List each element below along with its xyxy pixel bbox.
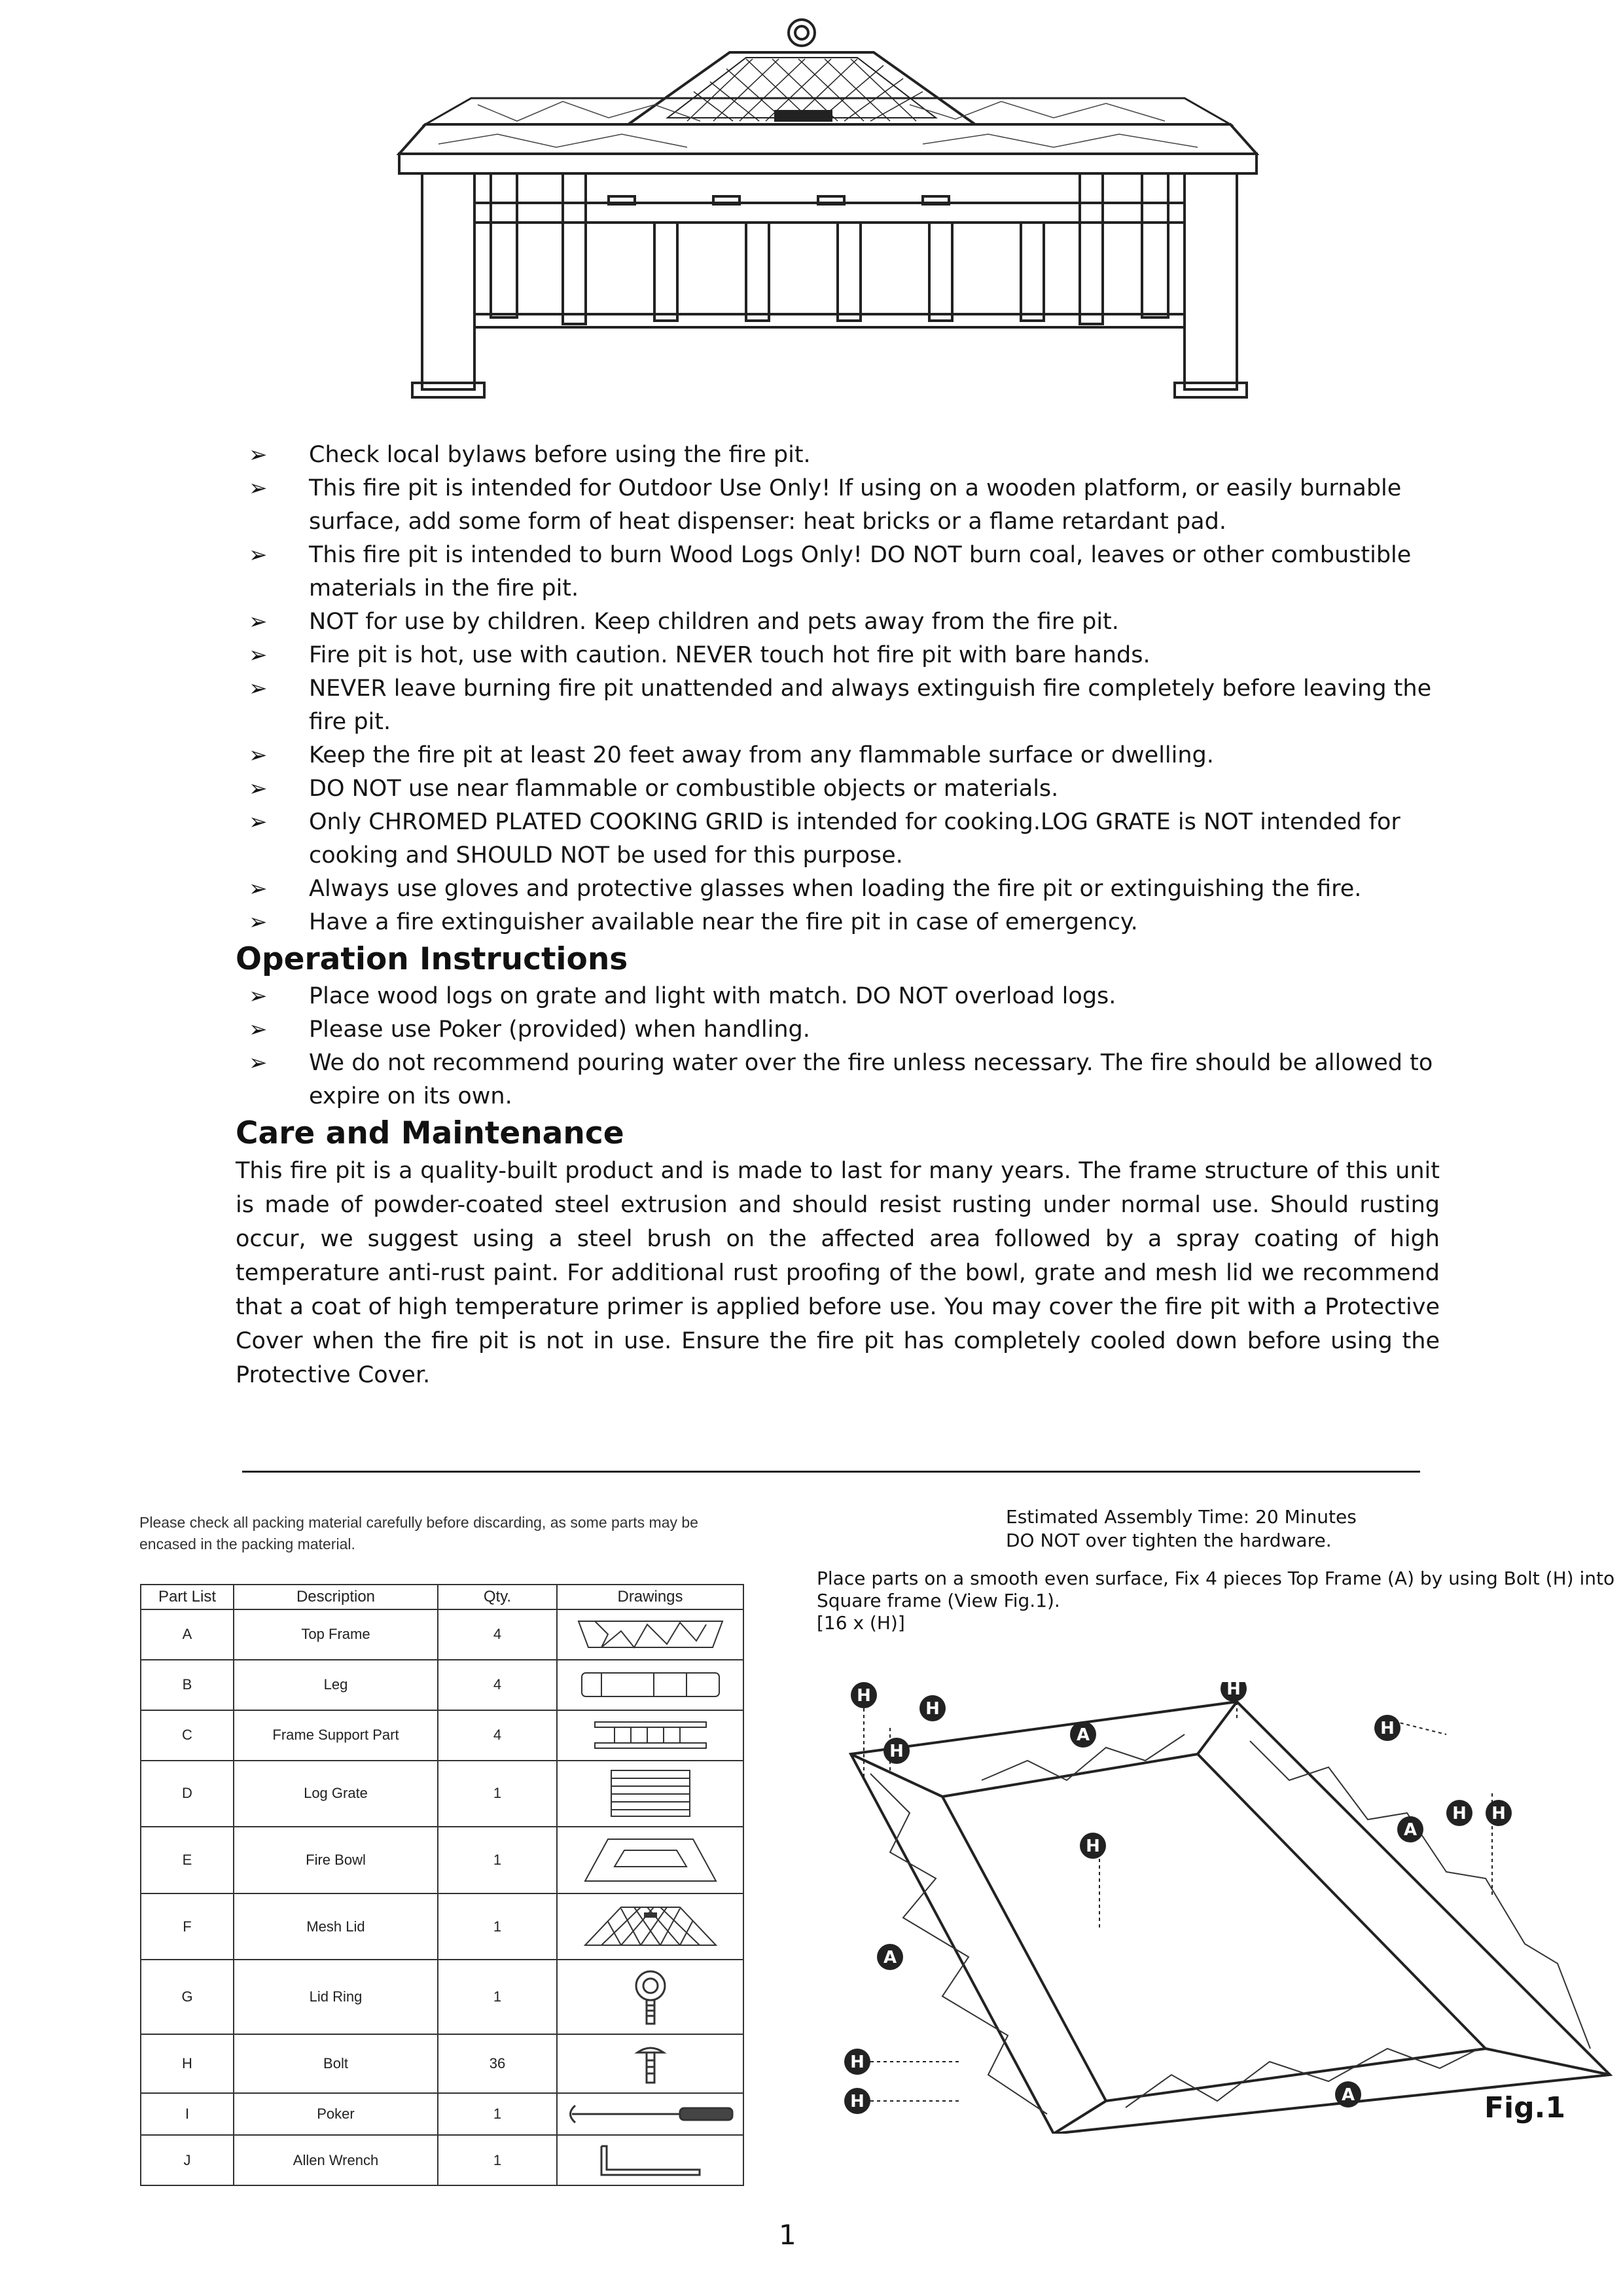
- arrow-bullet-icon: ➢: [249, 776, 268, 802]
- page-number: 1: [779, 2219, 796, 2251]
- col-header-description: Description: [234, 1585, 438, 1609]
- cell-part: B: [141, 1660, 234, 1710]
- cell-qty: 4: [438, 1609, 557, 1660]
- col-header-drawings: Drawings: [557, 1585, 743, 1609]
- safety-bullet: ➢ Only CHROMED PLATED COOKING GRID is intended for cooking.LOG GRATE is NOT intended for cooking and SHOULD NOT be used for this purpose.: [236, 806, 1440, 872]
- cell-qty: 36: [438, 2034, 557, 2092]
- part-label: A: [1403, 1820, 1418, 1840]
- care-heading: Care and Maintenance: [236, 1115, 624, 1151]
- cell-desc: Log Grate: [234, 1761, 438, 1827]
- safety-bullet: ➢ Always use gloves and protective glasses when loading the fire pit or extinguishing the fire.: [236, 872, 1440, 906]
- table-row: [141, 1761, 743, 1827]
- section-divider: [242, 1471, 1420, 1473]
- table-row: [141, 2093, 743, 2135]
- top-frame-drawing: [575, 1615, 726, 1654]
- arrow-bullet-icon: ➢: [249, 542, 268, 568]
- care-paragraph: This fire pit is a quality-built product and is made to last for many years. The frame structure of this unit is made of powder-coated steel extrusion and should resist rusting under normal use. Should rusting occur, we suggest using a steel brush on the affected area followed by a spray coating of high temperature anti-rust paint. For additional rust proofing of the bowl, grate and mesh lid we recommend that a coat of high temperature primer is applied before use. You may cover the fire pit with a Protective Cover when the fire pit is not in use. Ensure the fire pit has completely cooled down before using the Protective Cover.: [236, 1158, 1440, 1388]
- safety-bullet: ➢ NEVER leave burning fire pit unattended and always extinguish fire completely before leaving the fire pit.: [236, 672, 1440, 739]
- arrow-bullet-icon: ➢: [249, 475, 268, 501]
- table-row: [141, 1893, 743, 1960]
- cell-qty: 1: [438, 1761, 557, 1827]
- arrow-bullet-icon: ➢: [249, 809, 268, 835]
- cell-qty: 1: [438, 1960, 557, 2034]
- bolt-markers: [844, 1682, 1512, 2114]
- log-grate-drawing: [605, 1767, 696, 1820]
- cell-desc: Allen Wrench: [234, 2135, 438, 2185]
- bolt-label: H: [1086, 1837, 1100, 1856]
- assembly-time-text: Estimated Assembly Time: 20 Minutes: [1006, 1506, 1357, 1528]
- bolt-label: H: [1491, 1804, 1506, 1823]
- cell-desc: Bolt: [234, 2034, 438, 2092]
- arrow-bullet-icon: ➢: [249, 1050, 268, 1076]
- safety-bullet: ➢ NOT for use by children. Keep children and pets away from the fire pit.: [236, 605, 1440, 639]
- cell-part: C: [141, 1710, 234, 1761]
- assembly-warning: DO NOT over tighten the hardware.: [1006, 1530, 1332, 1551]
- bolt-label: H: [889, 1742, 904, 1761]
- arrow-bullet-icon: ➢: [249, 876, 268, 902]
- safety-bullet: ➢ Have a fire extinguisher available near the fire pit in case of emergency.: [236, 906, 1440, 939]
- packing-note: Please check all packing material carefully before discarding, as some parts may be encased in the packing material.: [139, 1514, 698, 1552]
- assembly-instruction-text: Place parts on a smooth even surface, Fix 4 pieces Top Frame (A) by using Bolt (H) into Square frame (View Fig.1).: [817, 1568, 1615, 1611]
- cell-desc: Lid Ring: [234, 1960, 438, 2034]
- part-a-markers: [877, 1721, 1423, 2108]
- table-row: [141, 2135, 743, 2185]
- bolt-label: H: [925, 1699, 940, 1719]
- operation-heading: Operation Instructions: [236, 941, 628, 977]
- part-label: A: [1076, 1725, 1090, 1745]
- bolt-label: H: [850, 2092, 865, 2111]
- operation-bullet: ➢ We do not recommend pouring water over the fire unless necessary. The fire should be allowed to expire on its own.: [236, 1047, 1440, 1113]
- table-row: [141, 1609, 743, 1660]
- cell-part: E: [141, 1827, 234, 1893]
- arrow-bullet-icon: ➢: [249, 609, 268, 635]
- cell-part: I: [141, 2093, 234, 2135]
- arrow-bullet-icon: ➢: [249, 675, 268, 702]
- bolt-label: H: [1380, 1719, 1395, 1738]
- assembly-time: [1006, 1505, 1464, 1552]
- arrow-bullet-icon: ➢: [249, 1016, 268, 1043]
- lid-ring-drawing: [624, 1967, 677, 2026]
- fire-bowl-drawing: [582, 1834, 719, 1886]
- cell-part: G: [141, 1960, 234, 2034]
- cell-qty: 4: [438, 1710, 557, 1761]
- cell-part: A: [141, 1609, 234, 1660]
- arrow-bullet-icon: ➢: [249, 909, 268, 935]
- bolt-drawing: [631, 2041, 670, 2087]
- parts-table: [140, 1584, 744, 2186]
- safety-bullet: ➢ This fire pit is intended to burn Wood Logs Only! DO NOT burn coal, leaves or other combustible materials in the fire pit.: [236, 539, 1440, 605]
- cell-qty: 1: [438, 2135, 557, 2185]
- cell-desc: Fire Bowl: [234, 1827, 438, 1893]
- cell-qty: 1: [438, 2093, 557, 2135]
- safety-bullet: ➢ Fire pit is hot, use with caution. NEVER touch hot fire pit with bare hands.: [236, 639, 1440, 672]
- figure-label: Fig.1: [1484, 2091, 1565, 2125]
- bolt-label: H: [850, 2053, 865, 2072]
- table-row: [141, 2034, 743, 2092]
- cell-part: D: [141, 1761, 234, 1827]
- cell-part: F: [141, 1893, 234, 1960]
- arrow-bullet-icon: ➢: [249, 442, 268, 468]
- leg-drawing: [575, 1665, 726, 1704]
- cell-qty: 4: [438, 1660, 557, 1710]
- safety-bullet: ➢ DO NOT use near flammable or combustible objects or materials.: [236, 772, 1440, 806]
- cell-qty: 1: [438, 1893, 557, 1960]
- assembly-instruction: [817, 1568, 1622, 1634]
- table-row: [141, 1660, 743, 1710]
- fire-pit-illustration: [347, 7, 1289, 406]
- arrow-bullet-icon: ➢: [249, 742, 268, 768]
- bolt-label: H: [1226, 1682, 1241, 1699]
- arrow-bullet-icon: ➢: [249, 642, 268, 668]
- assembly-figure: [831, 1682, 1616, 2134]
- safety-bullet: ➢ Check local bylaws before using the fire pit.: [236, 439, 1440, 472]
- part-label: A: [883, 1948, 897, 1967]
- table-header-row: [141, 1585, 743, 1609]
- operation-bullet: ➢ Please use Poker (provided) when handling.: [236, 1013, 1440, 1047]
- bolt-count: [16 x (H)]: [817, 1612, 905, 1634]
- mesh-lid-drawing: [582, 1901, 719, 1953]
- bolt-label: H: [857, 1686, 871, 1706]
- cell-desc: Frame Support Part: [234, 1710, 438, 1761]
- table-row: [141, 1827, 743, 1893]
- allen-wrench-drawing: [595, 2141, 706, 2180]
- safety-bullet: ➢ This fire pit is intended for Outdoor Use Only! If using on a wooden platform, or easily burnable surface, add some form of heat dispenser: heat bricks or a flame retardant pad.: [236, 472, 1440, 539]
- col-header-qty: Qty.: [438, 1585, 557, 1609]
- col-header-part: Part List: [141, 1585, 234, 1609]
- table-row: [141, 1710, 743, 1761]
- cell-part: H: [141, 2034, 234, 2092]
- operation-bullet: ➢ Place wood logs on grate and light with match. DO NOT overload logs.: [236, 980, 1440, 1013]
- frame-support-drawing: [592, 1715, 709, 1755]
- poker-drawing: [562, 2098, 739, 2130]
- cell-qty: 1: [438, 1827, 557, 1893]
- part-label: A: [1341, 2085, 1355, 2105]
- arrow-bullet-icon: ➢: [249, 983, 268, 1009]
- cell-part: J: [141, 2135, 234, 2185]
- safety-bullet: ➢ Keep the fire pit at least 20 feet away from any flammable surface or dwelling.: [236, 739, 1440, 772]
- cell-desc: Mesh Lid: [234, 1893, 438, 1960]
- instructions-text: [236, 439, 1440, 1392]
- cell-desc: Poker: [234, 2093, 438, 2135]
- cell-desc: Top Frame: [234, 1609, 438, 1660]
- table-row: [141, 1960, 743, 2034]
- cell-desc: Leg: [234, 1660, 438, 1710]
- bolt-label: H: [1452, 1804, 1467, 1823]
